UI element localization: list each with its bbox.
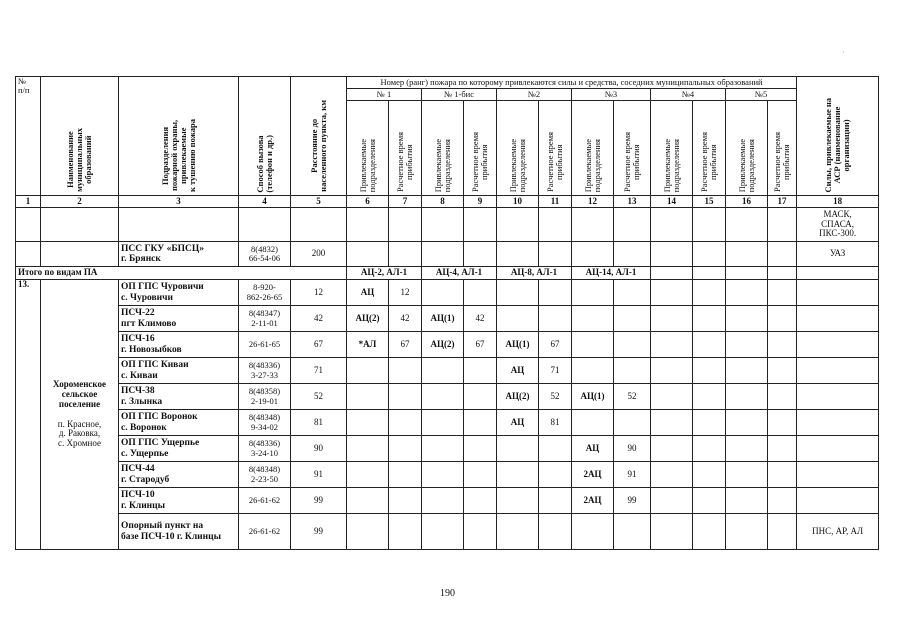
unit-cell: ОП ГПС Ущерпье с. Ущерпье xyxy=(119,436,239,462)
rank1-time: 67 xyxy=(389,332,422,358)
col-num: 13 xyxy=(614,196,651,208)
rank1bis-units xyxy=(422,436,464,462)
col-num: 14 xyxy=(651,196,693,208)
distance-cell: 12 xyxy=(291,280,347,306)
rank2-time xyxy=(539,488,572,514)
rank3-units xyxy=(572,514,614,550)
rank2-time: 67 xyxy=(539,332,572,358)
header-time-r1bis: Расчетное время прибытия xyxy=(464,101,497,196)
table-row xyxy=(16,280,879,306)
rank1-time: 12 xyxy=(389,280,422,306)
header-time-r4: Расчетное время прибытия xyxy=(693,101,726,196)
table-row xyxy=(16,208,879,242)
rank2-units: АЦ xyxy=(497,358,539,384)
distance-cell: 200 xyxy=(291,242,347,267)
rank2-time: 71 xyxy=(539,358,572,384)
phone-cell: 8-920- 862-26-65 xyxy=(239,280,291,306)
col-num: 15 xyxy=(693,196,726,208)
table-row xyxy=(16,358,879,384)
rank1bis-time xyxy=(464,358,497,384)
rank1bis-time xyxy=(464,488,497,514)
header-rank-1bis: № 1-бис xyxy=(422,89,497,101)
asr-cell xyxy=(797,384,879,410)
header-asr-forces: Силы, привлекаемые на АСР (наименование организации) xyxy=(797,77,879,196)
rank1bis-units xyxy=(422,410,464,436)
rank1-time xyxy=(389,410,422,436)
rank2-time: 52 xyxy=(539,384,572,410)
rank2-time: 81 xyxy=(539,410,572,436)
header-rank-2: №2 xyxy=(497,89,572,101)
phone-cell: 8(48348) 9-34-02 xyxy=(239,410,291,436)
rank2-time xyxy=(539,280,572,306)
table-row xyxy=(16,410,879,436)
totals-rank-2: АЦ-8, АЛ-1 xyxy=(497,267,572,280)
col-num: 17 xyxy=(768,196,797,208)
asr-cell: МАСК, СПАСА, ПКС-300. xyxy=(797,208,879,242)
rank1-units: АЦ xyxy=(347,280,389,306)
rank2-units: АЦ(1) xyxy=(497,332,539,358)
unit-cell: ОП ГПС Киваи с. Киваи xyxy=(119,358,239,384)
table-row xyxy=(16,514,879,550)
header-time-r2: Расчетное время прибытия xyxy=(539,101,572,196)
rank3-time: 52 xyxy=(614,384,651,410)
asr-cell xyxy=(797,332,879,358)
table-row xyxy=(16,488,879,514)
header-time-r1: Расчетное время прибытия xyxy=(389,101,422,196)
rank1bis-time xyxy=(464,462,497,488)
header-time-r3: Расчетное время прибытия xyxy=(614,101,651,196)
asr-cell xyxy=(797,410,879,436)
col-num: 1 xyxy=(16,196,41,208)
rank3-units xyxy=(572,358,614,384)
header-number: № п/п xyxy=(16,77,41,196)
rank2-time xyxy=(539,462,572,488)
rank1bis-units xyxy=(422,462,464,488)
rank1bis-time xyxy=(464,436,497,462)
header-rank-3: №3 xyxy=(572,89,651,101)
asr-cell xyxy=(797,306,879,332)
distance-cell: 99 xyxy=(291,488,347,514)
rank1-time xyxy=(389,462,422,488)
unit-cell: Опорный пункт на базе ПСЧ-10 г. Клинцы xyxy=(119,514,239,550)
table-row xyxy=(16,306,879,332)
rank1-units: *АЛ xyxy=(347,332,389,358)
rank2-units xyxy=(497,488,539,514)
table-row xyxy=(16,384,879,410)
rank1-units xyxy=(347,410,389,436)
page-number: 190 xyxy=(440,588,455,599)
rank1bis-units xyxy=(422,488,464,514)
rank3-time: 99 xyxy=(614,488,651,514)
rank2-time xyxy=(539,306,572,332)
header-rank-4: №4 xyxy=(651,89,726,101)
asr-cell: ПНС, АР, АЛ xyxy=(797,514,879,550)
table-row xyxy=(16,332,879,358)
rank1-units xyxy=(347,384,389,410)
header-time-r5: Расчетное время прибытия xyxy=(768,101,797,196)
col-num: 7 xyxy=(389,196,422,208)
col-num: 3 xyxy=(119,196,239,208)
rank1bis-time: 42 xyxy=(464,306,497,332)
unit-cell: ОП ГПС Чуровичи с. Чуровичи xyxy=(119,280,239,306)
header-units-r3: Привлекаемые подразделения xyxy=(572,101,614,196)
table-row xyxy=(16,242,879,267)
section-number: 13. xyxy=(16,280,41,550)
rank2-units: АЦ(2) xyxy=(497,384,539,410)
asr-cell xyxy=(797,358,879,384)
phone-cell: 8(48336) 3-27-33 xyxy=(239,358,291,384)
rank3-units: 2АЦ xyxy=(572,462,614,488)
unit-cell: ОП ГПС Воронок с. Воронок xyxy=(119,410,239,436)
rank1bis-units xyxy=(422,514,464,550)
rank1-time xyxy=(389,358,422,384)
distance-cell: 71 xyxy=(291,358,347,384)
rank2-units xyxy=(497,514,539,550)
rank3-units: 2АЦ xyxy=(572,488,614,514)
unit-cell: ПСС ГКУ «БПСЦ» г. Брянск xyxy=(119,242,239,267)
rank1-time xyxy=(389,384,422,410)
distance-cell xyxy=(291,208,347,242)
distance-cell: 67 xyxy=(291,332,347,358)
col-num: 9 xyxy=(464,196,497,208)
rank3-units xyxy=(572,410,614,436)
rank3-time xyxy=(614,332,651,358)
phone-cell: 8(48336) 3-24-10 xyxy=(239,436,291,462)
rank1bis-units: АЦ(2) xyxy=(422,332,464,358)
rank1-units xyxy=(347,358,389,384)
distance-cell: 52 xyxy=(291,384,347,410)
rank1bis-units xyxy=(422,280,464,306)
header-units-r1: Привлекаемые подразделения xyxy=(347,101,389,196)
rank1bis-time: 67 xyxy=(464,332,497,358)
phone-cell xyxy=(239,208,291,242)
rank3-units: АЦ xyxy=(572,436,614,462)
col-num: 6 xyxy=(347,196,389,208)
unit-cell: ПСЧ-10 г. Клинцы xyxy=(119,488,239,514)
rank1-units xyxy=(347,514,389,550)
rank1-units xyxy=(347,462,389,488)
asr-cell: УАЗ xyxy=(797,242,879,267)
rank2-units: АЦ xyxy=(497,410,539,436)
rank2-time xyxy=(539,514,572,550)
rank1-time: 42 xyxy=(389,306,422,332)
distance-cell: 99 xyxy=(291,514,347,550)
rank1bis-time xyxy=(464,384,497,410)
rank1-units xyxy=(347,436,389,462)
settlements-list: п. Красное, д. Раковка, с. Хромное xyxy=(57,418,102,449)
asr-cell xyxy=(797,280,879,306)
phone-cell: 26-61-62 xyxy=(239,488,291,514)
distance-cell: 91 xyxy=(291,462,347,488)
header-units-r2: Привлекаемые подразделения xyxy=(497,101,539,196)
rank3-units xyxy=(572,306,614,332)
header-distance: Расстояние до населенного пункта, км xyxy=(291,77,347,196)
rank1bis-units: АЦ(1) xyxy=(422,306,464,332)
asr-cell xyxy=(797,488,879,514)
distance-cell: 90 xyxy=(291,436,347,462)
rank2-units xyxy=(497,436,539,462)
rank2-time xyxy=(539,436,572,462)
totals-rank-1bis: АЦ-4, АЛ-1 xyxy=(422,267,497,280)
header-municipality: Наименование муниципальных образований xyxy=(41,77,119,196)
asr-cell xyxy=(797,436,879,462)
rank1-time xyxy=(389,436,422,462)
col-num: 10 xyxy=(497,196,539,208)
header-rank-1: № 1 xyxy=(347,89,422,101)
totals-label: Итого по видам ПА xyxy=(16,267,347,280)
rank3-time xyxy=(614,410,651,436)
asr-cell xyxy=(797,462,879,488)
header-units-r4: Привлекаемые подразделения xyxy=(651,101,693,196)
municipality-name: Хороменское сельское поселение xyxy=(53,378,106,409)
rank3-units: АЦ(1) xyxy=(572,384,614,410)
phone-cell: 26-61-65 xyxy=(239,332,291,358)
column-number-row xyxy=(16,196,879,208)
rank1-time xyxy=(389,488,422,514)
rank1bis-units xyxy=(422,384,464,410)
rank1-units xyxy=(347,488,389,514)
rank3-time: 90 xyxy=(614,436,651,462)
col-num: 8 xyxy=(422,196,464,208)
header-rank-group: Номер (ранг) пожара по которому привлекаются силы и средства, соседних муниципальных образований xyxy=(347,77,797,89)
rank1bis-time xyxy=(464,280,497,306)
phone-cell: 26-61-62 xyxy=(239,514,291,550)
col-num: 5 xyxy=(291,196,347,208)
rank3-time xyxy=(614,306,651,332)
rank3-time: 91 xyxy=(614,462,651,488)
header-units-r5: Привлекаемые подразделения xyxy=(726,101,768,196)
totals-rank-1: АЦ-2, АЛ-1 xyxy=(347,267,422,280)
distance-cell: 42 xyxy=(291,306,347,332)
col-num: 2 xyxy=(41,196,119,208)
rank1bis-time xyxy=(464,514,497,550)
rank1bis-units xyxy=(422,358,464,384)
rank1-units: АЦ(2) xyxy=(347,306,389,332)
col-num: 12 xyxy=(572,196,614,208)
phone-cell: 8(4832) 66-54-06 xyxy=(239,242,291,267)
unit-cell: ПСЧ-22 пгт Климово xyxy=(119,306,239,332)
rank2-units xyxy=(497,306,539,332)
totals-row xyxy=(16,267,879,280)
header-fire-units: Подразделения пожарной охраны, привлекаемые к тушению пожара xyxy=(119,77,239,196)
table-row xyxy=(16,462,879,488)
totals-rank-3: АЦ-14, АЛ-1 xyxy=(572,267,651,280)
phone-cell: 8(48358) 2-19-01 xyxy=(239,384,291,410)
rank3-units xyxy=(572,280,614,306)
rank2-units xyxy=(497,280,539,306)
unit-cell: ПСЧ-44 г. Стародуб xyxy=(119,462,239,488)
unit-cell: ПСЧ-38 г. Злынка xyxy=(119,384,239,410)
rank3-time xyxy=(614,514,651,550)
rank2-units xyxy=(497,462,539,488)
col-num: 11 xyxy=(539,196,572,208)
col-num: 16 xyxy=(726,196,768,208)
unit-cell xyxy=(119,208,239,242)
distance-cell: 81 xyxy=(291,410,347,436)
phone-cell: 8(48347) 2-11-01 xyxy=(239,306,291,332)
phone-cell: 8(48348) 2-23-50 xyxy=(239,462,291,488)
header-rank-5: №5 xyxy=(726,89,797,101)
rank1bis-time xyxy=(464,410,497,436)
rank3-time xyxy=(614,280,651,306)
header-call-method: Способ вызова (телефон и др.) xyxy=(239,77,291,196)
header-units-r1bis: Привлекаемые подразделения xyxy=(422,101,464,196)
rank3-units xyxy=(572,332,614,358)
corner-mark: · xyxy=(842,48,845,57)
col-num: 18 xyxy=(797,196,879,208)
table-row xyxy=(16,436,879,462)
rank3-time xyxy=(614,358,651,384)
municipality-cell xyxy=(41,280,119,550)
unit-cell: ПСЧ-16 г. Новозыбков xyxy=(119,332,239,358)
rank1-time xyxy=(389,514,422,550)
col-num: 4 xyxy=(239,196,291,208)
fire-resources-table xyxy=(15,76,879,550)
